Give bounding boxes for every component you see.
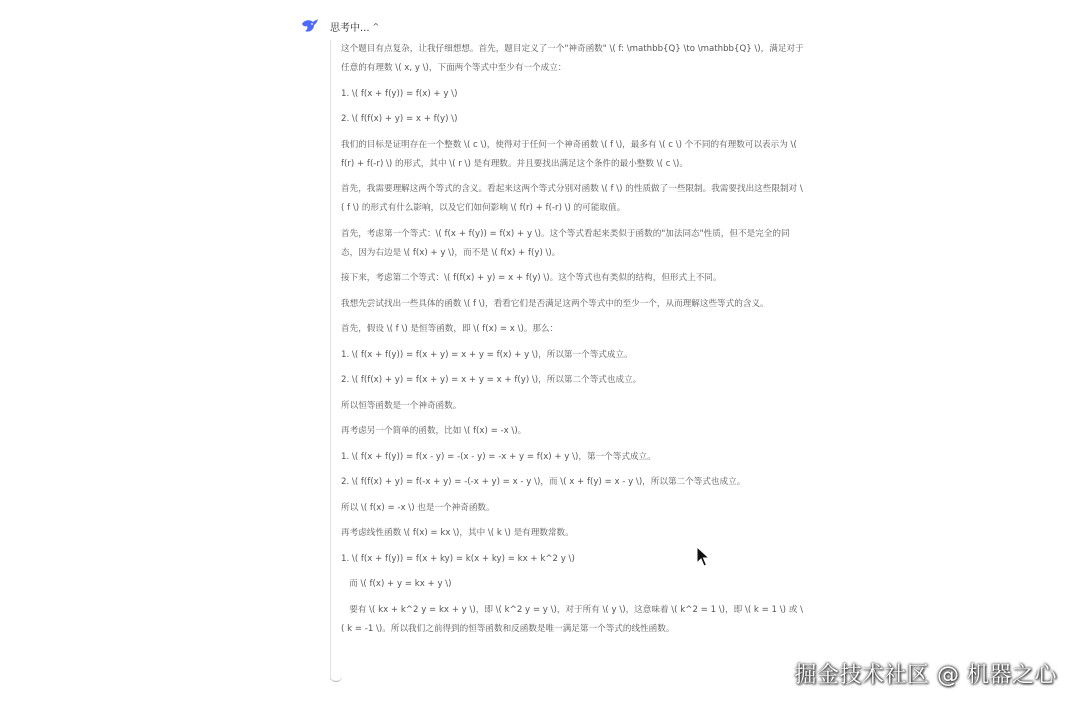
thinking-paragraph: 1. \( f(x + f(y)) = f(x + ky) = k(x + ky) = kx + k^2 y \)	[341, 553, 575, 564]
watermark: 掘金技术社区 @ 机器之心	[794, 663, 1057, 688]
thinking-paragraph: 1. \( f(x + f(y)) = f(x + y) = x + y = f(x) + y \)，所以第一个等式成立。	[341, 349, 633, 360]
thinking-paragraph: 1. \( f(x + f(y)) = f(x - y) = -(x - y) = -x + y = f(x) + y \)，第一个等式成立。	[341, 451, 656, 462]
thinking-content	[330, 40, 805, 680]
thinking-paragraph: 首先，考虑第一个等式：\( f(x + f(y)) = f(x) + y \)。这个等式看起来类似于函数的"加法同态"性质，但不是完全的同态，因为右边是 \( f(x) + y \)，而不是 \( f(x) + f(y) \)。	[341, 228, 790, 258]
mouse-pointer-icon	[696, 546, 710, 572]
thinking-paragraph: 首先，我需要理解这两个等式的含义。看起来这两个等式分别对函数 \( f \) 的性质做了一些限制。我需要找出这些限制对 \( f \) 的形式有什么影响，以及它们如何影响 \( f(r) + f(-r) \) 的可能取值。	[341, 184, 803, 213]
thinking-paragraph: 而 \( f(x) + y = kx + y \)	[341, 579, 452, 589]
thinking-paragraph: 我想先尝试找出一些具体的函数 \( f \)，看看它们是否满足这两个等式中的至少一个，从而理解这些等式的含义。	[341, 298, 769, 309]
scroll-indicator	[330, 672, 342, 682]
thinking-paragraph: 接下来，考虑第二个等式：\( f(f(x) + y) = x + f(y) \)。这个等式也有类似的结构，但形式上不同。	[341, 273, 722, 283]
thinking-paragraph: 首先，假设 \( f \) 是恒等函数，即 \( f(x) = x \)。那么：	[341, 324, 559, 334]
whale-logo-icon	[300, 16, 320, 36]
thinking-paragraph: 我们的目标是证明存在一个整数 \( c \)，使得对于任何一个神奇函数 \( f \)，最多有 \( c \) 个不同的有理数可以表示为 \( f(r) + f(-r) \) 的形式，其中 \( r \) 是有理数。并且要找出满足这个条件的最小整数 \( c \)。	[341, 139, 800, 169]
thinking-paragraph: 2. \( f(f(x) + y) = f(-x + y) = -(-x + y) = x - y \)，而 \( x + f(y) = x - y \)，所以第二个等式也成立。	[341, 477, 746, 487]
thinking-header[interactable]	[300, 16, 379, 36]
thinking-paragraph: 再考虑线性函数 \( f(x) = kx \)，其中 \( k \) 是有理数常数。	[341, 528, 574, 538]
thinking-paragraph: 要有 \( kx + k^2 y = kx + y \)，即 \( k^2 y = y \)，对于所有 \( y \)，这意味着 \( k^2 = 1 \)，即 \( k = 1 \) 或 \( k = -1 \)。所以我们之前得到的恒等函数和反函数是唯一满足第一个等式的线性函数。	[341, 604, 803, 634]
thinking-status-label: 思考中...	[330, 22, 370, 34]
thinking-paragraph: 这个题目有点复杂，让我仔细想想。首先，题目定义了一个"神奇函数" \( f: \mathbb{Q} \to \mathbb{Q} \)，满足对于任意的有理数 \( x, y \)，下面两个等式中至少有一个成立：	[341, 44, 804, 73]
thinking-paragraph: 2. \( f(f(x) + y) = f(x + y) = x + y = x + f(y) \)，所以第二个等式也成立。	[341, 375, 642, 385]
chevron-up-icon[interactable]: ^	[372, 21, 380, 31]
thinking-paragraph: 1. \( f(x + f(y)) = f(x) + y \)	[341, 88, 458, 99]
thinking-paragraph: 再考虑另一个简单的函数，比如 \( f(x) = -x \)。	[341, 426, 527, 436]
thinking-paragraph: 所以 \( f(x) = -x \) 也是一个神奇函数。	[341, 502, 495, 513]
thinking-status[interactable]	[330, 19, 379, 34]
thinking-paragraph: 所以恒等函数是一个神奇函数。	[341, 400, 462, 411]
thinking-paragraph: 2. \( f(f(x) + y) = x + f(y) \)	[341, 114, 458, 124]
